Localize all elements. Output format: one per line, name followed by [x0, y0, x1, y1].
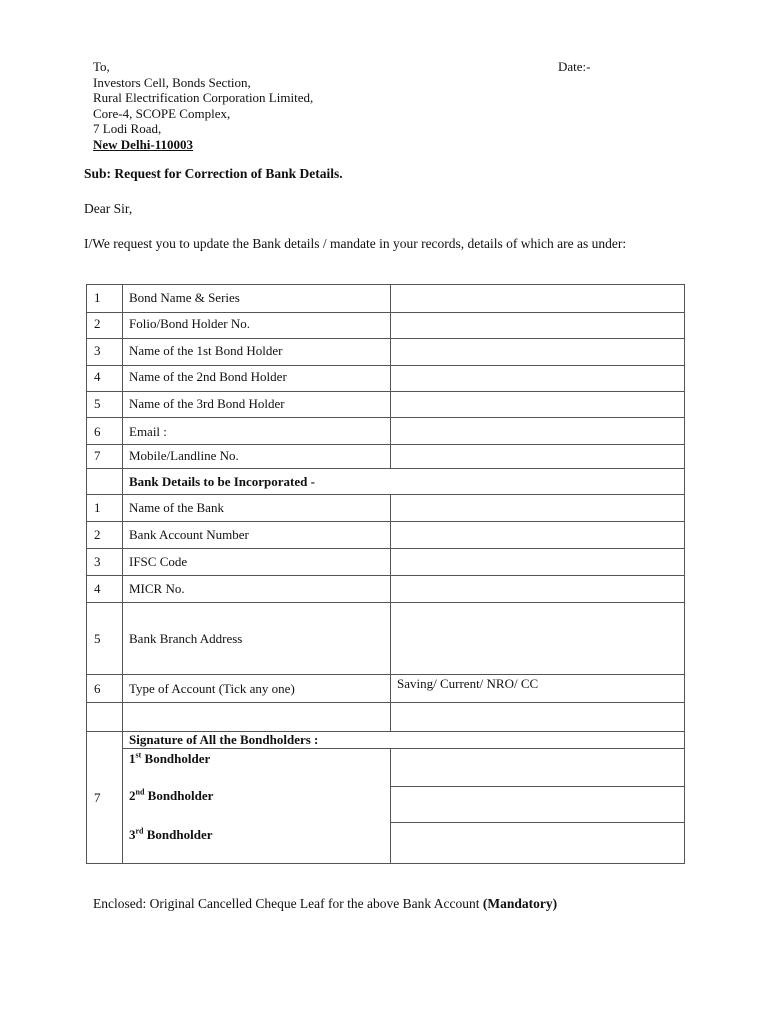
row-label-3rd-holder: Name of the 3rd Bond Holder — [129, 396, 285, 411]
row-number: 4 — [94, 581, 101, 596]
bank-section-header: Bank Details to be Incorporated - — [129, 474, 315, 489]
row-label-2nd-holder: Name of the 2nd Bond Holder — [129, 369, 287, 384]
signature-1st-holder: 1st Bondholder — [129, 750, 211, 766]
salutation: Dear Sir, — [84, 201, 133, 216]
row-number: 2 — [94, 527, 101, 542]
enclosed-note — [93, 896, 557, 912]
row-number: 2 — [94, 316, 101, 331]
row-number: 7 — [94, 790, 101, 805]
row-label-folio: Folio/Bond Holder No. — [129, 316, 250, 331]
address-to: To, — [93, 59, 110, 74]
signature-header: Signature of All the Bondholders : — [129, 732, 319, 747]
row-label-account-type: Type of Account (Tick any one) — [129, 681, 295, 696]
row-number: 5 — [94, 631, 101, 646]
row-number: 3 — [94, 343, 101, 358]
row-number: 5 — [94, 396, 101, 411]
row-number: 1 — [94, 500, 101, 515]
row-label-ifsc: IFSC Code — [129, 554, 188, 569]
address-line-1: Investors Cell, Bonds Section, — [93, 74, 251, 90]
request-text: I/We request you to update the Bank details / mandate in your records, details of which are as under: — [84, 236, 627, 251]
signature-3rd-holder: 3rd Bondholder — [129, 826, 213, 842]
row-number: 6 — [94, 681, 101, 696]
address-line-4: 7 Lodi Road, — [93, 121, 162, 137]
row-number: 3 — [94, 554, 101, 569]
row-label-bond-name: Bond Name & Series — [129, 290, 240, 305]
subject-line: Sub: Request for Correction of Bank Details. — [84, 166, 343, 181]
row-number: 1 — [94, 290, 101, 305]
row-number: 6 — [94, 424, 101, 439]
row-label-branch-address: Bank Branch Address — [129, 631, 243, 646]
address-line-2: Rural Electrification Corporation Limited, — [93, 90, 314, 106]
row-number: 4 — [94, 369, 101, 384]
row-label-email: Email : — [129, 424, 167, 439]
signature-2nd-holder: 2nd Bondholder — [129, 787, 214, 803]
row-label-account-number: Bank Account Number — [129, 527, 249, 542]
account-type-options: Saving/ Current/ NRO/ CC — [397, 676, 539, 691]
recipient-address — [93, 59, 313, 153]
address-line-3: Core-4, SCOPE Complex, — [93, 105, 231, 121]
row-number: 7 — [94, 448, 101, 463]
row-label-bank-name: Name of the Bank — [129, 500, 224, 515]
row-label-micr: MICR No. — [129, 581, 185, 596]
mandatory-label: (Mandatory) — [482, 896, 558, 911]
row-label-1st-holder: Name of the 1st Bond Holder — [129, 343, 283, 358]
row-label-mobile: Mobile/Landline No. — [129, 448, 239, 463]
address-city: New Delhi-110003 — [93, 136, 194, 152]
date-label: Date:- — [558, 59, 591, 74]
enclosed-text: Enclosed: Original Cancelled Cheque Leaf for the above Bank Account — [93, 896, 480, 911]
details-table — [86, 284, 685, 864]
